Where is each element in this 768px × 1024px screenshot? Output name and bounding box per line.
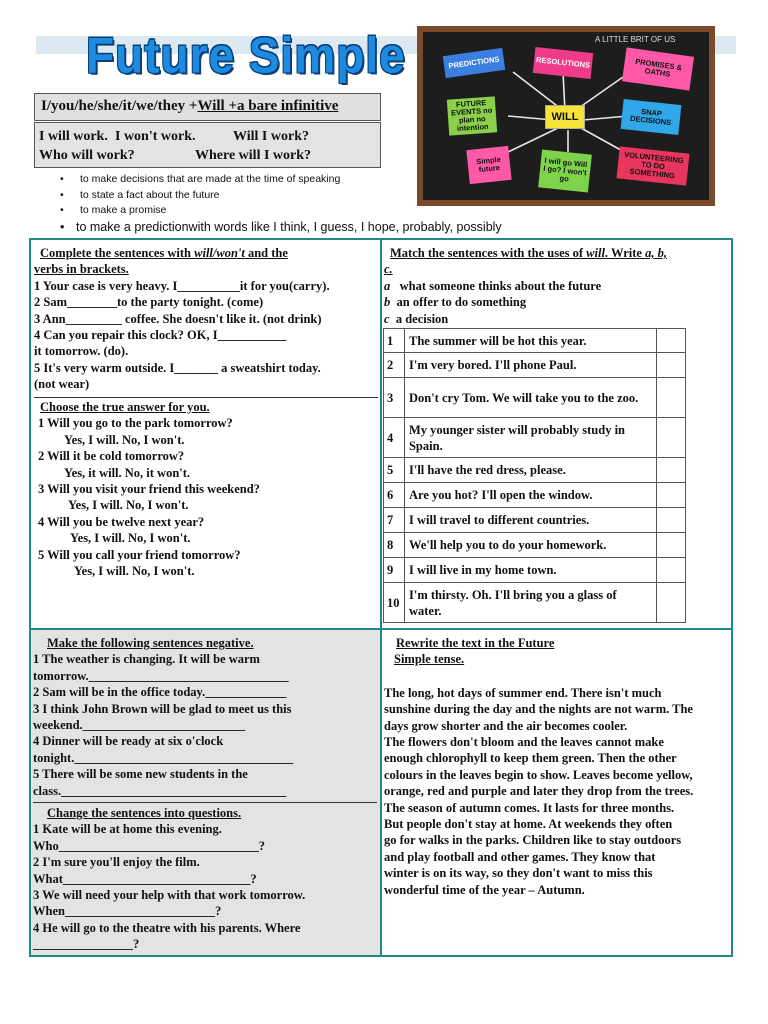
table-row: 6 Are you hot? I'll open the window. <box>384 483 686 508</box>
formula-will: Will <box>197 98 225 114</box>
match-table <box>383 328 686 623</box>
page-title: Future Simple <box>86 26 406 84</box>
table-row: 1 The summer will be hot this year. <box>384 329 686 353</box>
table-row: 10 I'm thirsty. Oh. I'll bring you a glass of water. <box>384 583 686 623</box>
text-line: But people don't stay at home. At weekends they often <box>384 817 673 832</box>
text-line: go for walks in the parks. Children like to stay outdoors <box>384 833 682 848</box>
option-line: b an offer to do something <box>384 295 527 310</box>
note-future-events: FUTURE EVENTS no plan no intention <box>447 96 497 135</box>
option-line: a what someone thinks about the future <box>384 278 602 293</box>
sentence-line: 1 The weather is changing. It will be warm <box>33 652 260 667</box>
example: Will I work? <box>233 129 309 144</box>
text-line: orange, red and purple and later they drop from the trees. <box>384 784 694 799</box>
option-line: c a decision <box>384 311 449 326</box>
use-item: • to make decisions that are made at the time of speaking <box>80 172 340 188</box>
section-complete <box>34 245 379 393</box>
table-row: 7 I will travel to different countries. <box>384 508 686 533</box>
sentence-line: (not wear) <box>34 377 90 392</box>
note-simple-future: Simple future <box>466 146 511 184</box>
note-forms: I will go Will I go? I won't go <box>538 149 592 192</box>
uses-list <box>80 172 340 219</box>
table-row: 2 I'm very bored. I'll phone Paul. <box>384 353 686 378</box>
question-line: 2 Will it be cold tomorrow? <box>38 449 185 464</box>
answer-line: Yes, I will. No, I won't. <box>64 432 185 447</box>
section-match-heading: Match the sentences with the uses of will. Write a, b, <box>390 246 667 260</box>
sentence-line: 2 I'm sure you'll enjoy the film. <box>33 855 200 870</box>
sentence-line: 3 Ann_________ coffee. She doesn't like it. (not drink) <box>34 311 322 326</box>
text-line: and play football and other games. They know that <box>384 849 656 864</box>
table-row: 8 We'll help you to do your homework. <box>384 533 686 558</box>
sentence-line: 3 We will need your help with that work tomorrow. <box>33 888 306 903</box>
sentence-line: it tomorrow. (do). <box>34 344 129 359</box>
sentence-line: 1 Your case is very heavy. I__________it for you(carry). <box>34 278 330 293</box>
use-item-prediction: • to make a predictionwith words like I think, I guess, I hope, probably, possibly <box>76 220 502 234</box>
section-rewrite-heading: Rewrite the text in the Future <box>396 636 555 650</box>
answer-line: Yes, it will. No, it won't. <box>64 465 191 480</box>
example: I will work. <box>39 129 108 144</box>
section-questions-heading: Change the sentences into questions. <box>47 806 242 820</box>
answer-cell[interactable] <box>657 329 686 353</box>
question-line: 1 Will you go to the park tomorrow? <box>38 416 233 431</box>
text-line: wonderful time of the year – Autumn. <box>384 882 585 897</box>
sentence-line: What______________________________? <box>33 871 257 886</box>
divider <box>33 802 377 803</box>
sentence-line: 1 Kate will be at home this evening. <box>33 822 222 837</box>
sentence-line: 3 I think John Brown will be glad to meet us this <box>33 701 292 716</box>
sentence-line: 5 It's very warm outside. I_______ a sweatshirt today. <box>34 360 321 375</box>
answer-cell[interactable] <box>657 558 686 583</box>
answer-cell[interactable] <box>657 583 686 623</box>
question-line: 5 Will you call your friend tomorrow? <box>38 547 241 562</box>
sentence-line: tonight.___________________________________ <box>33 750 294 765</box>
answer-cell[interactable] <box>657 378 686 418</box>
board-caption: A LITTLE BRIT OF US <box>595 35 676 44</box>
sentence-line: tomorrow.________________________________ <box>33 668 289 683</box>
answer-cell[interactable] <box>657 508 686 533</box>
section-choose-heading: Choose the true answer for you. <box>40 400 210 414</box>
question-line: 4 Will you be twelve next year? <box>38 514 205 529</box>
answer-cell[interactable] <box>657 483 686 508</box>
sentence-line: class.____________________________________ <box>33 783 287 798</box>
formula-suffix: +a bare infinitive <box>224 98 339 114</box>
section-complete-heading-2: verbs in brackets. <box>34 262 129 277</box>
divider <box>34 397 378 398</box>
answer-cell[interactable] <box>657 418 686 458</box>
sentence-line: 4 He will go to the theatre with his parents. Where <box>33 920 301 935</box>
section-match <box>384 245 729 327</box>
question-line: 3 Will you visit your friend this weekend? <box>38 482 260 497</box>
section-rewrite-heading-2: Simple tense. <box>394 652 465 667</box>
section-choose <box>34 399 379 579</box>
examples-box <box>34 122 381 168</box>
note-volunteering: VOLUNTEERING TO DO SOMETHING <box>617 146 690 185</box>
answer-line: Yes, I will. No, I won't. <box>74 564 195 579</box>
note-promises: PROMISES & OATHS <box>622 47 694 90</box>
use-item: • to make a promise <box>80 203 340 219</box>
table-row: 4 My younger sister will probably study in Spain. <box>384 418 686 458</box>
answer-cell[interactable] <box>657 353 686 378</box>
sentence-line: 2 Sam________to the party tonight. (come) <box>34 295 264 310</box>
example: Where will I work? <box>195 148 312 163</box>
section-match-heading-2: c. <box>384 262 393 277</box>
section-complete-heading: Complete the sentences with will/won't and the <box>40 246 288 260</box>
sentence-line: weekend.__________________________ <box>33 718 246 733</box>
table-row: 9 I will live in my home town. <box>384 558 686 583</box>
section-rewrite <box>384 635 729 898</box>
answer-line: Yes, I will. No, I won't. <box>70 531 191 546</box>
answer-cell[interactable] <box>657 458 686 483</box>
sentence-line: Who________________________________? <box>33 838 265 853</box>
text-line: winter is on its way, so they don't want to miss this <box>384 866 653 881</box>
answer-line: Yes, I will. No, I won't. <box>68 498 189 513</box>
example: I won't work. <box>115 129 196 144</box>
text-line: colours in the leaves begin to show. Leaves become yellow, <box>384 767 693 782</box>
section-negative-heading: Make the following sentences negative. <box>47 636 254 650</box>
text-line: The flowers don't bloom and the leaves cannot make <box>384 735 664 750</box>
table-row: 3 Don't cry Tom. We will take you to the zoo. <box>384 378 686 418</box>
section-questions <box>33 805 378 953</box>
example: Who will work? <box>39 148 135 163</box>
sentence-line: ________________? <box>33 937 140 952</box>
text-line: The long, hot days of summer end. There isn't much <box>384 685 662 700</box>
note-resolutions: RESOLUTIONS <box>533 47 593 79</box>
formula-box <box>34 93 381 121</box>
sentence-line: 2 Sam will be in the office today._____________ <box>33 685 287 700</box>
text-line: sunshine during the day and the nights are not warm. The <box>384 702 693 717</box>
note-snap-decisions: SNAP DECISIONS <box>621 99 682 135</box>
formula-prefix: I/you/he/she/it/we/they + <box>41 98 198 114</box>
note-will: WILL <box>545 105 585 129</box>
text-line: enough chlorophyll to keep them green. Then the other <box>384 751 677 766</box>
sentence-line: 4 Can you repair this clock? OK, I___________ <box>34 328 287 343</box>
sentence-line: When________________________? <box>33 904 222 919</box>
answer-cell[interactable] <box>657 533 686 558</box>
use-item: • to state a fact about the future <box>80 188 340 204</box>
section-negative <box>33 635 378 799</box>
table-row: 5 I'll have the red dress, please. <box>384 458 686 483</box>
note-predictions: PREDICTIONS <box>443 48 505 78</box>
sentence-line: 5 There will be some new students in the <box>33 767 248 782</box>
text-line: The season of autumn comes. It lasts for three months. <box>384 800 675 815</box>
sentence-line: 4 Dinner will be ready at six o'clock <box>33 734 224 749</box>
text-line: days grow shorter and the air becomes cooler. <box>384 718 628 733</box>
